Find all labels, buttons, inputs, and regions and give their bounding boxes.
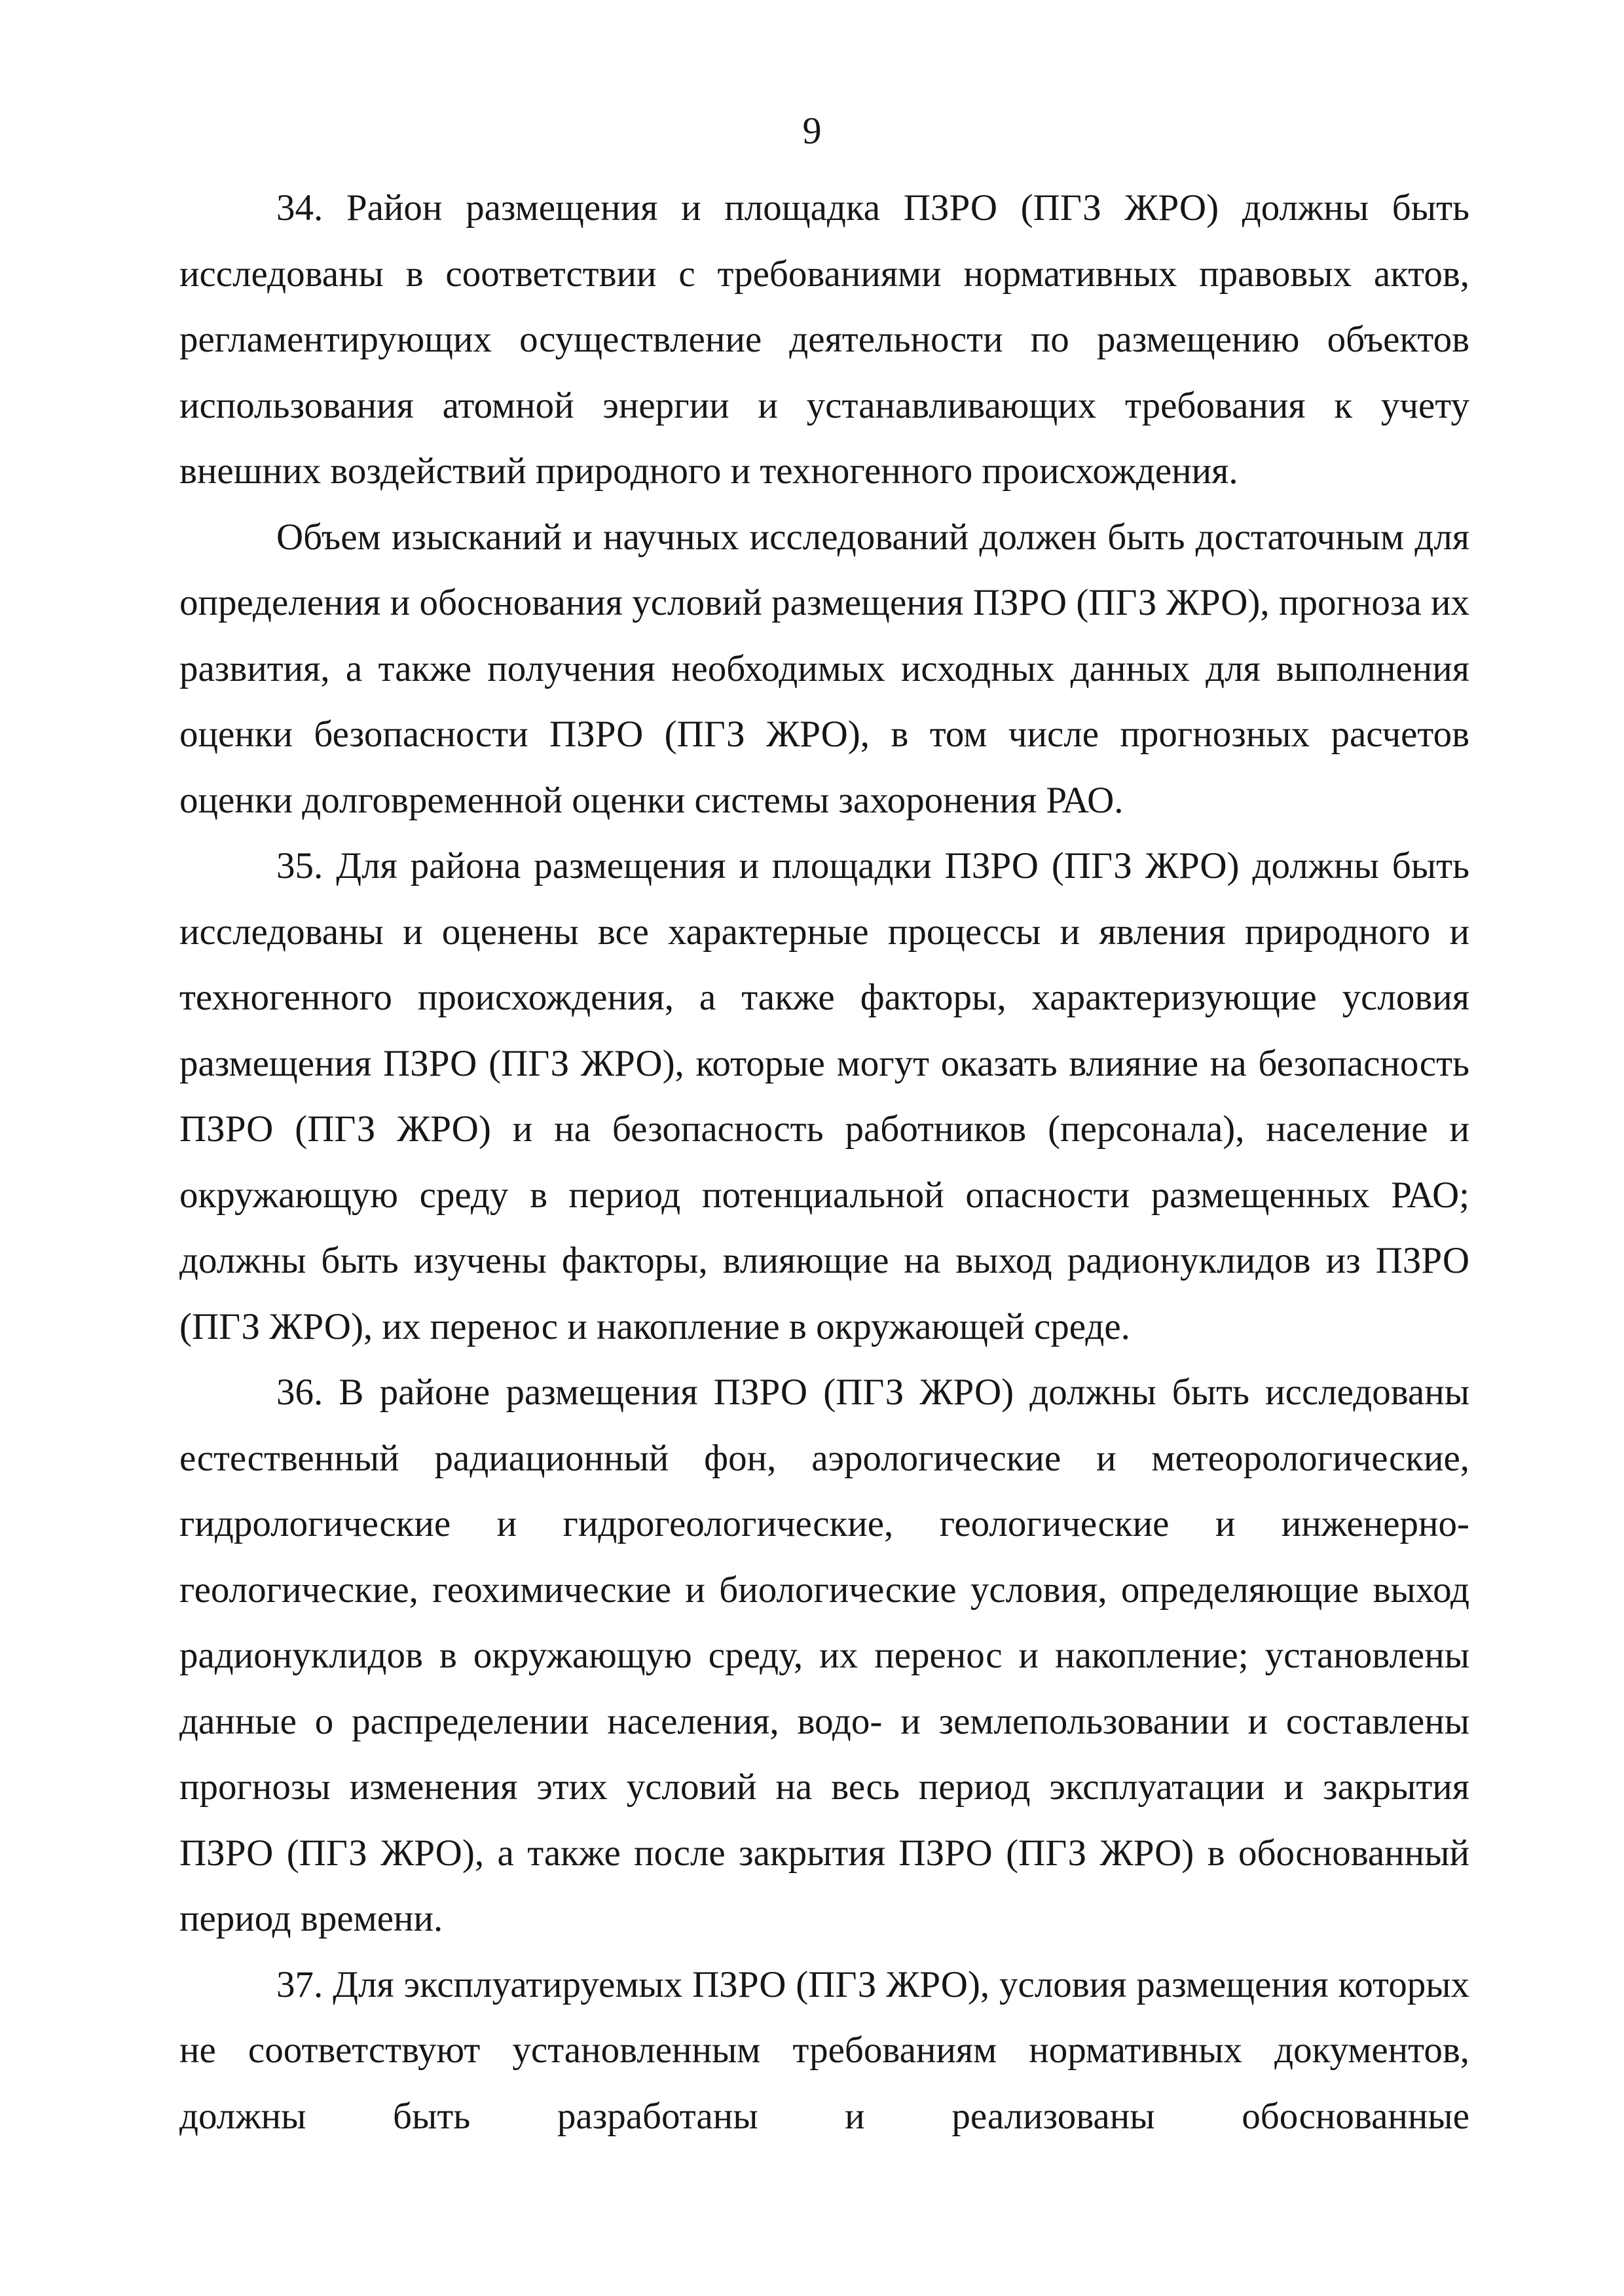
page-number: 9: [802, 109, 822, 152]
paragraph-35: 35. Для района размещения и площадки ПЗРО (ПГЗ ЖРО) должны быть исследованы и оценены все характерные процессы и явления природного и техногенного происхождения, а также факторы, характеризующие условия размещения ПЗРО (ПГЗ ЖРО), которые могут оказать влияние на безопасность ПЗРО (ПГЗ ЖРО) и на безопасность работников (персонала), население и окружающую среду в период потенциальной опасности размещенных РАО; должны быть изучены факторы, влияющие на выход радионуклидов из ПЗРО (ПГЗ ЖРО), их перенос и накопление в окружающей среде.: [179, 845, 1469, 1347]
paragraph-volume-of-surveys: Объем изысканий и научных исследований должен быть достаточным для определения и обоснования условий размещения ПЗРО (ПГЗ ЖРО), прогноза их развития, а также получения необходимых исходных данных для выполнения оценки безопасности ПЗРО (ПГЗ ЖРО), в том числе прогнозных расчетов оценки долговременной оценки системы захоронения РАО.: [179, 516, 1469, 821]
document-body: [179, 175, 1469, 2149]
paragraph-37: 37. Для эксплуатируемых ПЗРО (ПГЗ ЖРО), условия размещения которых не соответствуют установленным требованиям нормативных документов, должны быть разработаны и реализованы обоснованные: [179, 1963, 1469, 2137]
paragraph-34: 34. Район размещения и площадка ПЗРО (ПГЗ ЖРО) должны быть исследованы в соответствии с требованиями нормативных правовых актов, регламентирующих осуществление деятельности по размещению объектов использования атомной энергии и устанавливающих требования к учету внешних воздействий природного и техногенного происхождения.: [179, 187, 1469, 492]
paragraph-36: 36. В районе размещения ПЗРО (ПГЗ ЖРО) должны быть исследованы естественный радиационный фон, аэрологические и метеорологические, гидрологические и гидрогеологические, геологические и инженерно-геологические, геохимические и биологические условия, определяющие выход радионуклидов в окружающую среду, их перенос и накопление; установлены данные о распределении населения, водо- и землепользовании и составлены прогнозы изменения этих условий на весь период эксплуатации и закрытия ПЗРО (ПГЗ ЖРО), а также после закрытия ПЗРО (ПГЗ ЖРО) в обоснованный период времени.: [179, 1372, 1469, 1939]
